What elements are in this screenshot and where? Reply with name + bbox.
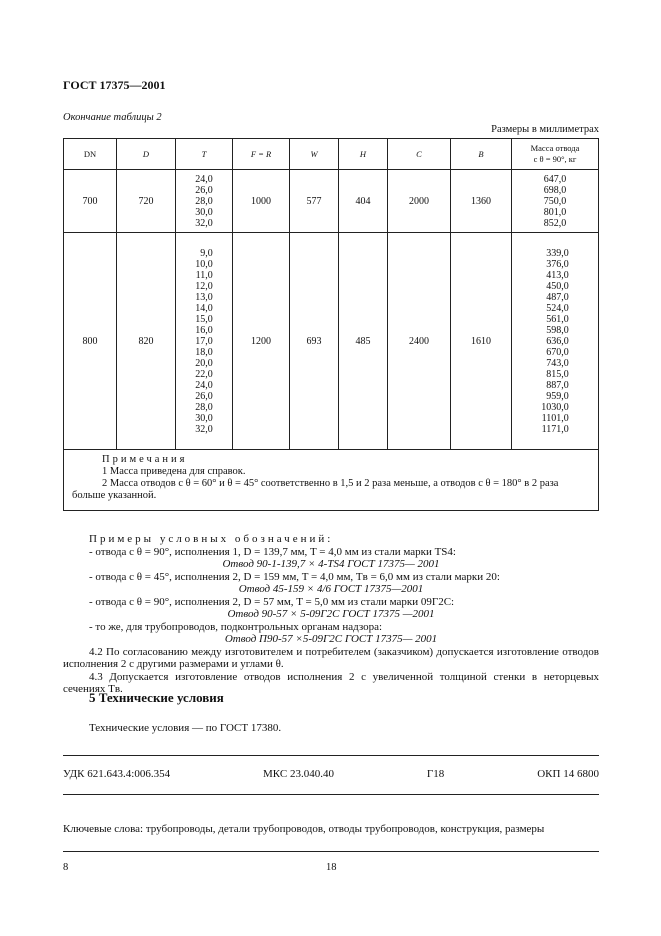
paragraph-4-3: 4.3 Допускается изготовление отводов исполнения 2 с увеличенной толщиной стенки в неторцевых сечениях Tв. [63, 670, 599, 695]
example-1: - отвода с θ = 90°, исполнения 1, D = 139,7 мм, T = 4,0 мм из стали марки TS4: [89, 545, 456, 558]
list-value: 743,0 [546, 357, 569, 369]
list-value: 815,0 [546, 368, 569, 380]
footer-divider-mid [63, 794, 599, 795]
keywords: Ключевые слова: трубопроводы, детали трубопроводов, отводы трубопроводов, конструкция, размеры [63, 823, 545, 835]
cell-h: 404 [339, 170, 388, 233]
list-value: 15,0 [195, 313, 213, 325]
list-value: 561,0 [546, 313, 569, 325]
list-value: 26,0 [195, 390, 213, 402]
notes-cell [64, 450, 599, 511]
list-value: 852,0 [543, 217, 567, 229]
dimensions-table [63, 138, 599, 511]
list-value: 26,0 [195, 184, 213, 196]
cell-dn: 800 [64, 233, 117, 450]
list-value: 20,0 [195, 357, 213, 369]
cell-t [176, 170, 233, 233]
list-value: 801,0 [543, 206, 567, 218]
list-value: 887,0 [546, 379, 569, 391]
mass-values [541, 248, 569, 435]
col-c: C [388, 139, 451, 170]
example-2: - отвода с θ = 45°, исполнения 2, D = 159 мм, T = 4,0 мм, Tв = 6,0 мм из стали марки 20: [89, 570, 500, 583]
example-3-designation: Отвод 90-57 × 5-09Г2С ГОСТ 17375 —2001 [227, 608, 435, 620]
list-value: 598,0 [546, 324, 569, 336]
cell-b: 1610 [451, 233, 512, 450]
col-dn: DN [64, 139, 117, 170]
list-value: 9,0 [200, 247, 213, 259]
udk-code: УДК 621.643.4:006.354 [63, 768, 171, 780]
list-value: 24,0 [195, 379, 213, 391]
list-value: 12,0 [195, 280, 213, 292]
page-number-center: 18 [326, 862, 337, 873]
note-1: 1 Масса приведена для справок. [102, 466, 246, 477]
list-value: 413,0 [546, 269, 569, 281]
cell-d: 820 [117, 233, 176, 450]
cell-mass [512, 233, 599, 450]
col-b: B [451, 139, 512, 170]
col-d: D [117, 139, 176, 170]
list-value: 959,0 [546, 390, 569, 402]
example-2-designation: Отвод 45-159 × 4/6 ГОСТ 17375—2001 [238, 583, 424, 595]
col-mass-line1: Масса отвода [530, 143, 580, 153]
list-value: 28,0 [195, 401, 213, 413]
notes-title: Примечания [102, 454, 188, 465]
col-mass-line2: с θ = 90°, кг [533, 154, 577, 164]
examples-title: Примеры условных обозначений: [89, 533, 334, 545]
page-number-left: 8 [63, 862, 69, 873]
example-4-designation: Отвод П90-57 ×5-09Г2С ГОСТ 17375— 2001 [224, 633, 438, 645]
col-mass [512, 139, 599, 170]
list-value: 17,0 [195, 335, 213, 347]
units-label: Размеры в миллиметрах [491, 124, 599, 135]
example-1-designation: Отвод 90-1-139,7 × 4-TS4 ГОСТ 17375— 2001 [222, 558, 440, 570]
list-value: 28,0 [195, 195, 213, 207]
list-value: 1030,0 [541, 401, 569, 413]
table-caption: Окончание таблицы 2 [63, 112, 162, 123]
cell-f: 1200 [233, 233, 290, 450]
list-value: 376,0 [546, 258, 569, 270]
table-header-row [64, 139, 599, 170]
example-4: - то же, для трубопроводов, подконтрольных органам надзора: [89, 620, 383, 633]
cell-t [176, 233, 233, 450]
col-t: T [176, 139, 233, 170]
list-value: 13,0 [195, 291, 213, 303]
list-value: 32,0 [195, 423, 213, 435]
cell-dn: 700 [64, 170, 117, 233]
cell-d: 720 [117, 170, 176, 233]
mks-code: МКС 23.040.40 [263, 768, 334, 780]
note-2-cont: больше указанной. [72, 490, 157, 501]
list-value: 11,0 [195, 269, 213, 281]
footer-divider-bottom [63, 851, 599, 852]
cell-w: 577 [290, 170, 339, 233]
list-value: 22,0 [195, 368, 213, 380]
notes-row [64, 450, 599, 511]
okp-code: ОКП 14 6800 [537, 768, 599, 780]
paragraph-4-2: 4.2 По согласованию между изготовителем и потребителем (заказчиком) допускается изготовление отводов исполнения 2 с другими размерами и углами θ. [63, 645, 599, 670]
list-value: 14,0 [195, 302, 213, 314]
list-value: 1101,0 [541, 412, 569, 424]
list-value: 636,0 [546, 335, 569, 347]
list-value: 487,0 [546, 291, 569, 303]
cell-mass [512, 170, 599, 233]
example-3: - отвода с θ = 90°, исполнения 2, D = 57 мм, T = 5,0 мм из стали марки 09Г2С: [89, 595, 455, 608]
list-value: 30,0 [195, 206, 213, 218]
section-5-heading: 5 Технические условия [89, 690, 224, 705]
list-value: 16,0 [195, 324, 213, 336]
footer-row [63, 768, 599, 780]
cell-b: 1360 [451, 170, 512, 233]
list-value: 750,0 [543, 195, 567, 207]
t-values [195, 174, 213, 229]
cell-h: 485 [339, 233, 388, 450]
list-value: 339,0 [546, 247, 569, 259]
list-value: 10,0 [195, 258, 213, 270]
list-value: 24,0 [195, 173, 213, 185]
col-f: F = R [233, 139, 290, 170]
cell-f: 1000 [233, 170, 290, 233]
col-w: W [290, 139, 339, 170]
table-row [64, 170, 599, 233]
section-5-text: Технические условия — по ГОСТ 17380. [89, 722, 282, 734]
list-value: 18,0 [195, 346, 213, 358]
list-value: 30,0 [195, 412, 213, 424]
g-code: Г18 [426, 768, 445, 780]
list-value: 698,0 [543, 184, 567, 196]
note-2: 2 Масса отводов с θ = 60° и θ = 45° соответственно в 1,5 и 2 раза меньше, а отводов с θ = 180° в 2 раза [102, 478, 559, 489]
cell-c: 2400 [388, 233, 451, 450]
footer-divider-top [63, 755, 599, 756]
list-value: 32,0 [195, 217, 213, 229]
list-value: 450,0 [546, 280, 569, 292]
col-h: H [339, 139, 388, 170]
cell-w: 693 [290, 233, 339, 450]
list-value: 670,0 [546, 346, 569, 358]
document-header: ГОСТ 17375—2001 [63, 78, 166, 92]
cell-c: 2000 [388, 170, 451, 233]
mass-values [544, 174, 567, 229]
list-value: 647,0 [543, 173, 567, 185]
list-value: 524,0 [546, 302, 569, 314]
list-value: 1171,0 [541, 423, 569, 435]
examples-block [63, 533, 599, 696]
table-row [64, 233, 599, 450]
t-values [195, 248, 213, 435]
